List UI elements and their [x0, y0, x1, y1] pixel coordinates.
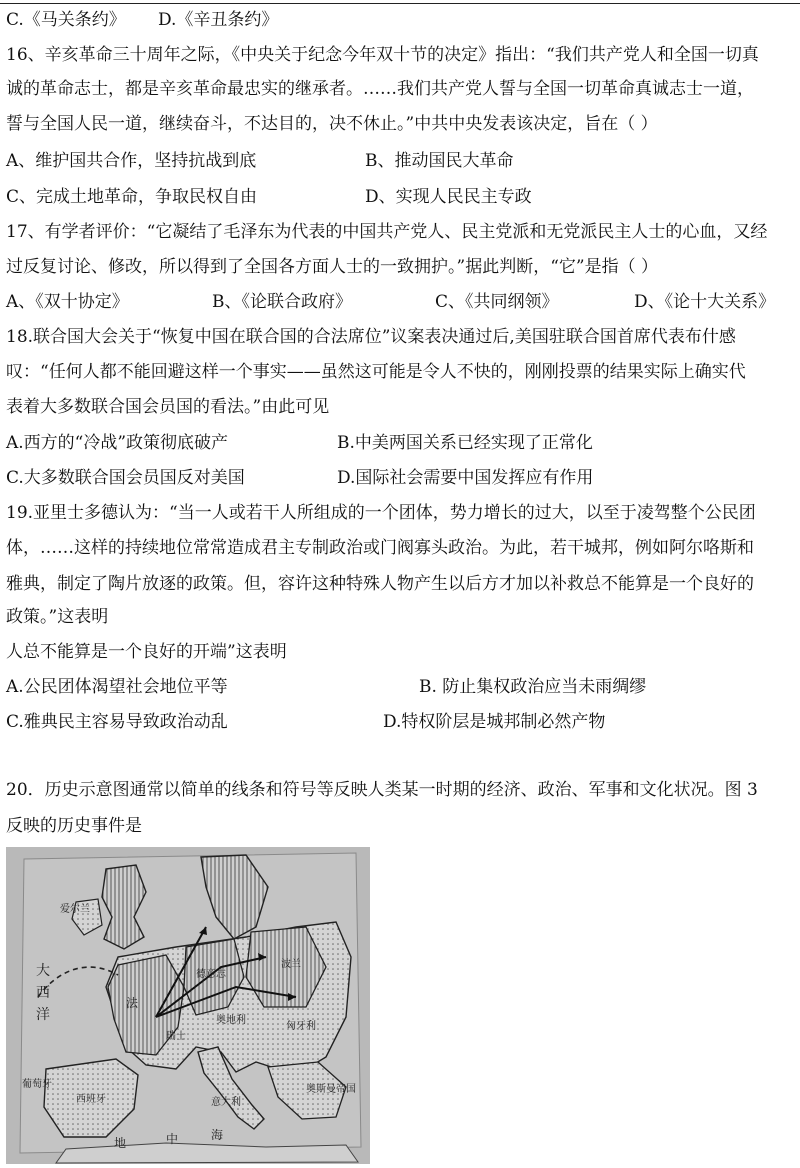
q18-stem-line-3: 表着大多数联合国会员国的看法。”由此可见 — [6, 397, 330, 417]
map-label-poland: 波兰 — [281, 959, 301, 970]
map-label-swiss: 瑞士 — [166, 1031, 186, 1042]
q19-option-c: C.雅典民主容易导致政治动乱 — [6, 712, 228, 732]
map-label-med-2: 中 — [166, 1132, 179, 1146]
q18-stem-line-2: 叹：“任何人都不能回避这样一个事实——虽然这可能是令人不快的，刚刚投票的结果实际上确实代 — [6, 362, 746, 382]
q16-option-b: B、推动国民大革命 — [365, 151, 514, 171]
map-label-med-3: 海 — [211, 1128, 224, 1142]
europe-map-drawing — [6, 847, 370, 1164]
map-label-med-1: 地 — [114, 1136, 127, 1150]
q19-stem-line-2: 体，……这样的持续地位常常造成君主专制政治或门阀寡头政治。为此，若干城邦，例如阿尔咯斯和 — [6, 538, 754, 558]
q16-stem-line-2: 诚的革命志士，都是辛亥革命最忠实的继承者。……我们共产党人誓与全国一切革命真诚志士一道， — [6, 79, 754, 99]
map-label-austria: 奥地利 — [216, 1015, 246, 1026]
q18-option-c: C.大多数联合国会员国反对美国 — [6, 468, 245, 488]
q18-stem-line-1: 18.联合国大会关于“恢复中国在联合国的合法席位”议案表决通过后,美国驻联合国首席代表布什感 — [6, 327, 736, 347]
q20-stem-line-2: 反映的历史事件是 — [6, 816, 142, 836]
q18-option-b: B.中美两国关系已经实现了正常化 — [337, 433, 593, 453]
q19-stem-line-1: 19.亚里士多德认为：“当一人或若干人所组成的一个团体，势力增长的过大，以至于凌驾整个公民团 — [6, 503, 756, 523]
q18-option-a: A.西方的“冷战”政策彻底破产 — [6, 433, 229, 453]
map-label-ireland: 爱尔兰 — [60, 904, 90, 915]
q18-option-d: D.国际社会需要中国发挥应有作用 — [337, 468, 594, 488]
figure-3-map — [6, 847, 370, 1164]
q19-option-a: A.公民团体渴望社会地位平等 — [6, 677, 228, 697]
q16-option-a: A、维护国共合作，坚持抗战到底 — [6, 151, 257, 171]
q16-option-c: C、完成土地革命，争取民权自由 — [6, 187, 258, 207]
map-label-italy: 意大利 — [211, 1097, 241, 1108]
q15-option-c: C.《马关条约》 — [6, 10, 126, 30]
q17-stem-line-2: 过反复讨论、修改，所以得到了全国各方面人士的一致拥护。”据此判断，“它”是指（ ） — [6, 257, 658, 277]
q19-option-d: D.特权阶层是城邦制必然产物 — [383, 712, 606, 732]
map-label-atlantic-3: 洋 — [36, 1007, 50, 1023]
q19-option-b: B. 防止集权政治应当未雨绸缪 — [419, 677, 647, 697]
map-label-atlantic-1: 大 — [36, 963, 50, 979]
q16-stem-line-1: 16、辛亥革命三十周年之际，《中央关于纪念今年双十节的决定》指出：“我们共产党人和全国一切真 — [6, 45, 759, 65]
q17-option-d: D、《论十大关系》 — [634, 292, 776, 312]
map-label-spain: 西班牙 — [76, 1094, 106, 1105]
map-label-hungary: 匈牙利 — [286, 1021, 316, 1032]
map-label-portugal: 葡萄牙 — [22, 1079, 52, 1090]
q17-option-b: B、《论联合政府》 — [212, 292, 352, 312]
top-rule — [0, 3, 800, 4]
q19-stem-line-3: 雅典，制定了陶片放逐的政策。但，容许这种特殊人物产生以后方才加以补救总不能算是一个良好的 — [6, 574, 754, 594]
q20-stem-line-1: 20．历史示意图通常以简单的线条和符号等反映人类某一时期的经济、政治、军事和文化状况。图 3 — [6, 780, 758, 800]
q17-option-a: A、《双十协定》 — [6, 292, 129, 312]
q17-stem-line-1: 17、有学者评价：“它凝结了毛泽东为代表的中国共产党人、民主党派和无党派民主人士的心血，又经 — [6, 222, 768, 242]
britain-shape — [102, 865, 146, 949]
q15-option-d: D.《辛丑条约》 — [158, 10, 279, 30]
map-label-ottoman: 奥斯曼帝国 — [306, 1084, 356, 1095]
map-label-france: 法 — [126, 996, 139, 1010]
map-label-atlantic-2: 西 — [36, 985, 50, 1001]
q19-stem-line-5: 人总不能算是一个良好的开端”这表明 — [6, 642, 287, 662]
q19-stem-line-4: 政策。”这表明 — [6, 607, 109, 627]
map-label-germany: 德意志 — [196, 969, 226, 980]
q16-option-d: D、实现人民民主专政 — [365, 187, 532, 207]
q17-option-c: C、《共同纲领》 — [435, 292, 559, 312]
q16-stem-line-3: 誓与全国人民一道，继续奋斗，不达目的，决不休止。”中共中央发表该决定，旨在（ ） — [6, 114, 658, 134]
